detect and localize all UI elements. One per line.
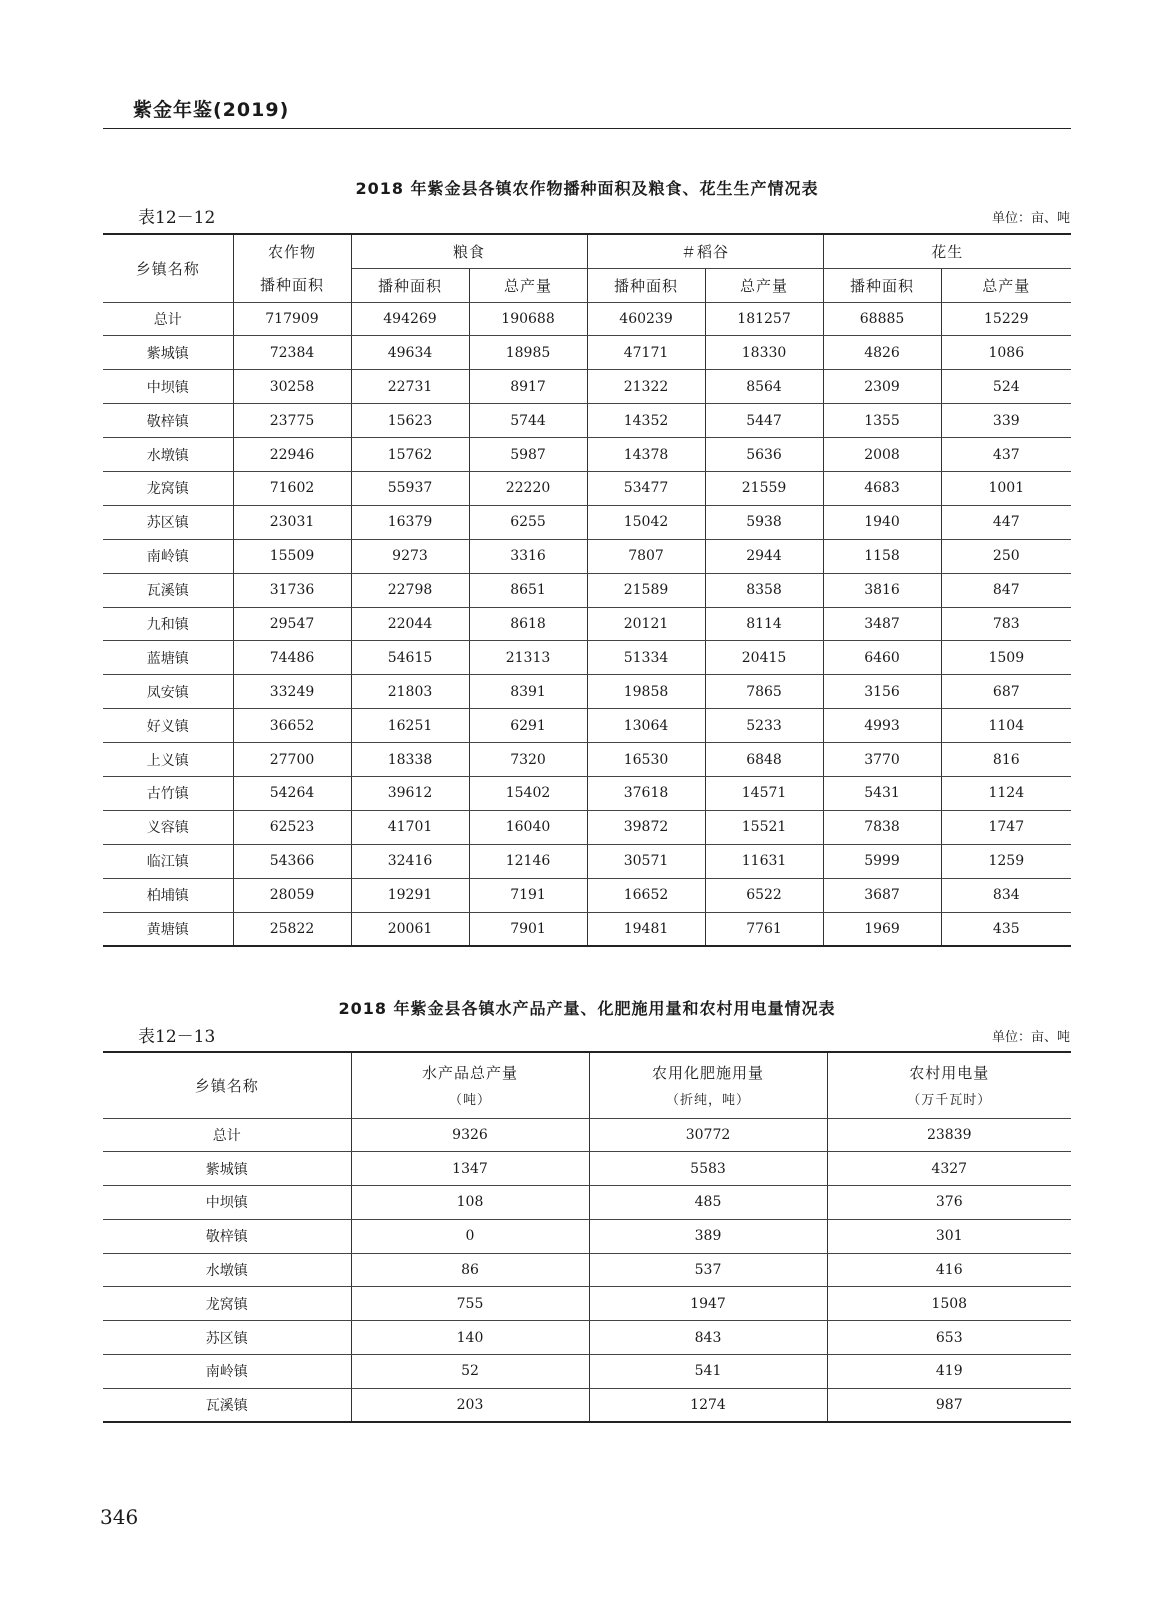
value-cell: 30571: [587, 844, 705, 878]
value-cell: 32416: [351, 844, 469, 878]
value-cell: 524: [941, 370, 1071, 404]
value-cell: 30258: [233, 370, 351, 404]
header-rice-output: 总产量: [705, 268, 823, 302]
table-row: [103, 912, 1071, 946]
value-cell: 33249: [233, 675, 351, 709]
header-aquatic-label: 水产品总产量: [421, 1064, 518, 1083]
value-cell: 755: [351, 1287, 589, 1321]
value-cell: 1508: [827, 1287, 1071, 1321]
table-row: [103, 302, 1071, 336]
header-fertilizer: [589, 1052, 827, 1118]
value-cell: 5431: [823, 776, 941, 810]
town-name-cell: 苏区镇: [103, 1321, 351, 1355]
header-peanut-area: 播种面积: [823, 268, 941, 302]
table-row: [103, 709, 1071, 743]
value-cell: 6291: [469, 709, 587, 743]
value-cell: 22220: [469, 471, 587, 505]
value-cell: 494269: [351, 302, 469, 336]
value-cell: 16530: [587, 743, 705, 777]
value-cell: 72384: [233, 336, 351, 370]
value-cell: 47171: [587, 336, 705, 370]
value-cell: 653: [827, 1321, 1071, 1355]
value-cell: 28059: [233, 878, 351, 912]
value-cell: 4327: [827, 1152, 1071, 1186]
value-cell: 31736: [233, 573, 351, 607]
value-cell: 8358: [705, 573, 823, 607]
header-electricity-unit: （万千瓦时）: [907, 1093, 992, 1109]
running-header: 紫金年鉴(2019): [133, 99, 290, 121]
value-cell: 485: [589, 1186, 827, 1220]
table-row: [103, 471, 1071, 505]
value-cell: 250: [941, 539, 1071, 573]
header-peanut: 花生: [823, 234, 1071, 268]
town-name-cell: 敬梓镇: [103, 1219, 351, 1253]
table-row: [103, 1355, 1071, 1389]
value-cell: 16379: [351, 505, 469, 539]
town-name-cell: 柏埔镇: [103, 878, 233, 912]
table2-number: 表12－13: [138, 1027, 216, 1047]
value-cell: 16251: [351, 709, 469, 743]
header-grain-output: 总产量: [469, 268, 587, 302]
value-cell: 3770: [823, 743, 941, 777]
value-cell: 3316: [469, 539, 587, 573]
value-cell: 5583: [589, 1152, 827, 1186]
table-row: [103, 1152, 1071, 1186]
value-cell: 15509: [233, 539, 351, 573]
value-cell: 4993: [823, 709, 941, 743]
value-cell: 15229: [941, 302, 1071, 336]
value-cell: 6522: [705, 878, 823, 912]
table2-unit: 单位：亩、吨: [991, 1030, 1070, 1045]
table-row: [103, 743, 1071, 777]
town-name-cell: 临江镇: [103, 844, 233, 878]
value-cell: 5987: [469, 438, 587, 472]
value-cell: 22731: [351, 370, 469, 404]
table-row: [103, 438, 1071, 472]
value-cell: 9273: [351, 539, 469, 573]
value-cell: 23775: [233, 404, 351, 438]
value-cell: 16040: [469, 810, 587, 844]
value-cell: 29547: [233, 607, 351, 641]
value-cell: 1355: [823, 404, 941, 438]
value-cell: 15402: [469, 776, 587, 810]
header-grain: 粮食: [351, 234, 587, 268]
value-cell: 5744: [469, 404, 587, 438]
value-cell: 14378: [587, 438, 705, 472]
value-cell: 537: [589, 1253, 827, 1287]
value-cell: 19858: [587, 675, 705, 709]
value-cell: 19291: [351, 878, 469, 912]
value-cell: 27700: [233, 743, 351, 777]
value-cell: 1158: [823, 539, 941, 573]
value-cell: 7761: [705, 912, 823, 946]
town-name-cell: 紫城镇: [103, 1152, 351, 1186]
value-cell: 14352: [587, 404, 705, 438]
town-name-cell: 瓦溪镇: [103, 1388, 351, 1422]
table-row: [103, 1287, 1071, 1321]
value-cell: 8618: [469, 607, 587, 641]
value-cell: 74486: [233, 641, 351, 675]
value-cell: 1274: [589, 1388, 827, 1422]
value-cell: 54264: [233, 776, 351, 810]
table-row: [103, 1118, 1071, 1152]
town-name-cell: 水墩镇: [103, 1253, 351, 1287]
town-name-cell: 古竹镇: [103, 776, 233, 810]
value-cell: 843: [589, 1321, 827, 1355]
value-cell: 13064: [587, 709, 705, 743]
value-cell: 8651: [469, 573, 587, 607]
value-cell: 4683: [823, 471, 941, 505]
table-row: [103, 1219, 1071, 1253]
value-cell: 21559: [705, 471, 823, 505]
value-cell: 3487: [823, 607, 941, 641]
value-cell: 15623: [351, 404, 469, 438]
header-fertilizer-unit: （折纯，吨）: [665, 1093, 750, 1109]
town-name-cell: 九和镇: [103, 607, 233, 641]
value-cell: 5447: [705, 404, 823, 438]
value-cell: 25822: [233, 912, 351, 946]
town-name-cell: 总计: [103, 1118, 351, 1152]
header-fertilizer-label: 农用化肥施用量: [651, 1064, 764, 1083]
table-row: [103, 1321, 1071, 1355]
table-row: [103, 675, 1071, 709]
header-crop-area-line2: 播种面积: [259, 276, 324, 295]
value-cell: 437: [941, 438, 1071, 472]
value-cell: 8114: [705, 607, 823, 641]
value-cell: 7807: [587, 539, 705, 573]
value-cell: 7838: [823, 810, 941, 844]
value-cell: 1086: [941, 336, 1071, 370]
value-cell: 1940: [823, 505, 941, 539]
value-cell: 30772: [589, 1118, 827, 1152]
header-aquatic: [351, 1052, 589, 1118]
value-cell: 7320: [469, 743, 587, 777]
table-row: [103, 844, 1071, 878]
value-cell: 847: [941, 573, 1071, 607]
value-cell: 389: [589, 1219, 827, 1253]
value-cell: 21589: [587, 573, 705, 607]
table-row: [103, 573, 1071, 607]
value-cell: 11631: [705, 844, 823, 878]
value-cell: 7191: [469, 878, 587, 912]
value-cell: 4826: [823, 336, 941, 370]
town-name-cell: 好义镇: [103, 709, 233, 743]
value-cell: 6460: [823, 641, 941, 675]
value-cell: 1969: [823, 912, 941, 946]
value-cell: 23839: [827, 1118, 1071, 1152]
value-cell: 54366: [233, 844, 351, 878]
value-cell: 3816: [823, 573, 941, 607]
value-cell: 22798: [351, 573, 469, 607]
value-cell: 39612: [351, 776, 469, 810]
value-cell: 190688: [469, 302, 587, 336]
table-row: [103, 776, 1071, 810]
value-cell: 0: [351, 1219, 589, 1253]
value-cell: 5999: [823, 844, 941, 878]
header-crop-area: [233, 234, 351, 302]
value-cell: 1259: [941, 844, 1071, 878]
town-name-cell: 蓝塘镇: [103, 641, 233, 675]
header-rice: ＃稻谷: [587, 234, 823, 268]
value-cell: 14571: [705, 776, 823, 810]
value-cell: 2309: [823, 370, 941, 404]
value-cell: 5636: [705, 438, 823, 472]
town-name-cell: 上义镇: [103, 743, 233, 777]
value-cell: 22946: [233, 438, 351, 472]
table-row: [103, 539, 1071, 573]
value-cell: 21322: [587, 370, 705, 404]
table-row: [103, 810, 1071, 844]
value-cell: 86: [351, 1253, 589, 1287]
table-row: [103, 1253, 1071, 1287]
town-name-cell: 苏区镇: [103, 505, 233, 539]
town-name-cell: 中坝镇: [103, 1186, 351, 1220]
value-cell: 5233: [705, 709, 823, 743]
header-rice-area: 播种面积: [587, 268, 705, 302]
table-row: [103, 878, 1071, 912]
value-cell: 419: [827, 1355, 1071, 1389]
value-cell: 18985: [469, 336, 587, 370]
value-cell: 834: [941, 878, 1071, 912]
value-cell: 1104: [941, 709, 1071, 743]
value-cell: 717909: [233, 302, 351, 336]
town-name-cell: 龙窝镇: [103, 1287, 351, 1321]
table-row: [103, 370, 1071, 404]
header-grain-area: 播种面积: [351, 268, 469, 302]
value-cell: 435: [941, 912, 1071, 946]
value-cell: 108: [351, 1186, 589, 1220]
header-rule: [103, 128, 1071, 129]
table2-body: [103, 1118, 1071, 1422]
value-cell: 41701: [351, 810, 469, 844]
value-cell: 20415: [705, 641, 823, 675]
value-cell: 55937: [351, 471, 469, 505]
value-cell: 1509: [941, 641, 1071, 675]
value-cell: 1947: [589, 1287, 827, 1321]
table1-number: 表12－12: [138, 208, 216, 228]
town-name-cell: 凤安镇: [103, 675, 233, 709]
value-cell: 8391: [469, 675, 587, 709]
value-cell: 8564: [705, 370, 823, 404]
value-cell: 18338: [351, 743, 469, 777]
value-cell: 18330: [705, 336, 823, 370]
header-electricity: [827, 1052, 1071, 1118]
value-cell: 22044: [351, 607, 469, 641]
header-crop-area-line1: 农作物: [267, 243, 316, 262]
value-cell: 339: [941, 404, 1071, 438]
value-cell: 6848: [705, 743, 823, 777]
value-cell: 140: [351, 1321, 589, 1355]
value-cell: 16652: [587, 878, 705, 912]
value-cell: 783: [941, 607, 1071, 641]
value-cell: 20061: [351, 912, 469, 946]
value-cell: 37618: [587, 776, 705, 810]
value-cell: 68885: [823, 302, 941, 336]
value-cell: 51334: [587, 641, 705, 675]
value-cell: 15762: [351, 438, 469, 472]
header-electricity-label: 农村用电量: [909, 1064, 990, 1083]
value-cell: 49634: [351, 336, 469, 370]
value-cell: 39872: [587, 810, 705, 844]
value-cell: 21803: [351, 675, 469, 709]
value-cell: 54615: [351, 641, 469, 675]
table1-unit: 单位：亩、吨: [991, 211, 1070, 226]
town-name-cell: 义容镇: [103, 810, 233, 844]
value-cell: 71602: [233, 471, 351, 505]
table1-title: 2018 年紫金县各镇农作物播种面积及粮食、花生生产情况表: [355, 179, 819, 198]
header-aquatic-unit: （吨）: [448, 1093, 491, 1109]
town-name-cell: 敬梓镇: [103, 404, 233, 438]
value-cell: 6255: [469, 505, 587, 539]
value-cell: 447: [941, 505, 1071, 539]
table1-body: [103, 302, 1071, 946]
value-cell: 5938: [705, 505, 823, 539]
table-row: [103, 505, 1071, 539]
value-cell: 2008: [823, 438, 941, 472]
town-name-cell: 瓦溪镇: [103, 573, 233, 607]
value-cell: 23031: [233, 505, 351, 539]
table-row: [103, 336, 1071, 370]
value-cell: 376: [827, 1186, 1071, 1220]
table-row: [103, 641, 1071, 675]
town-name-cell: 南岭镇: [103, 539, 233, 573]
header-peanut-output: 总产量: [941, 268, 1071, 302]
value-cell: 36652: [233, 709, 351, 743]
value-cell: 53477: [587, 471, 705, 505]
header-town: 乡镇名称: [103, 1052, 351, 1118]
town-name-cell: 水墩镇: [103, 438, 233, 472]
table2-title: 2018 年紫金县各镇水产品产量、化肥施用量和农村用电量情况表: [338, 999, 836, 1018]
value-cell: 15521: [705, 810, 823, 844]
value-cell: 203: [351, 1388, 589, 1422]
value-cell: 21313: [469, 641, 587, 675]
value-cell: 8917: [469, 370, 587, 404]
table-row: [103, 1186, 1071, 1220]
value-cell: 12146: [469, 844, 587, 878]
table-row: [103, 404, 1071, 438]
town-name-cell: 中坝镇: [103, 370, 233, 404]
value-cell: 460239: [587, 302, 705, 336]
value-cell: 15042: [587, 505, 705, 539]
value-cell: 7865: [705, 675, 823, 709]
value-cell: 816: [941, 743, 1071, 777]
value-cell: 1001: [941, 471, 1071, 505]
value-cell: 1347: [351, 1152, 589, 1186]
town-name-cell: 总计: [103, 302, 233, 336]
value-cell: 3156: [823, 675, 941, 709]
value-cell: 687: [941, 675, 1071, 709]
town-name-cell: 南岭镇: [103, 1355, 351, 1389]
value-cell: 416: [827, 1253, 1071, 1287]
table-row: [103, 1388, 1071, 1422]
value-cell: 3687: [823, 878, 941, 912]
value-cell: 1747: [941, 810, 1071, 844]
value-cell: 2944: [705, 539, 823, 573]
town-name-cell: 黄塘镇: [103, 912, 233, 946]
value-cell: 987: [827, 1388, 1071, 1422]
value-cell: 1124: [941, 776, 1071, 810]
value-cell: 181257: [705, 302, 823, 336]
header-town: 乡镇名称: [103, 234, 233, 302]
value-cell: 301: [827, 1219, 1071, 1253]
value-cell: 62523: [233, 810, 351, 844]
town-name-cell: 紫城镇: [103, 336, 233, 370]
table-row: [103, 607, 1071, 641]
table2: [103, 1051, 1071, 1423]
value-cell: 19481: [587, 912, 705, 946]
value-cell: 20121: [587, 607, 705, 641]
page-number: 346: [100, 1505, 139, 1529]
value-cell: 7901: [469, 912, 587, 946]
value-cell: 541: [589, 1355, 827, 1389]
town-name-cell: 龙窝镇: [103, 471, 233, 505]
value-cell: 52: [351, 1355, 589, 1389]
value-cell: 9326: [351, 1118, 589, 1152]
table1: [103, 233, 1071, 947]
